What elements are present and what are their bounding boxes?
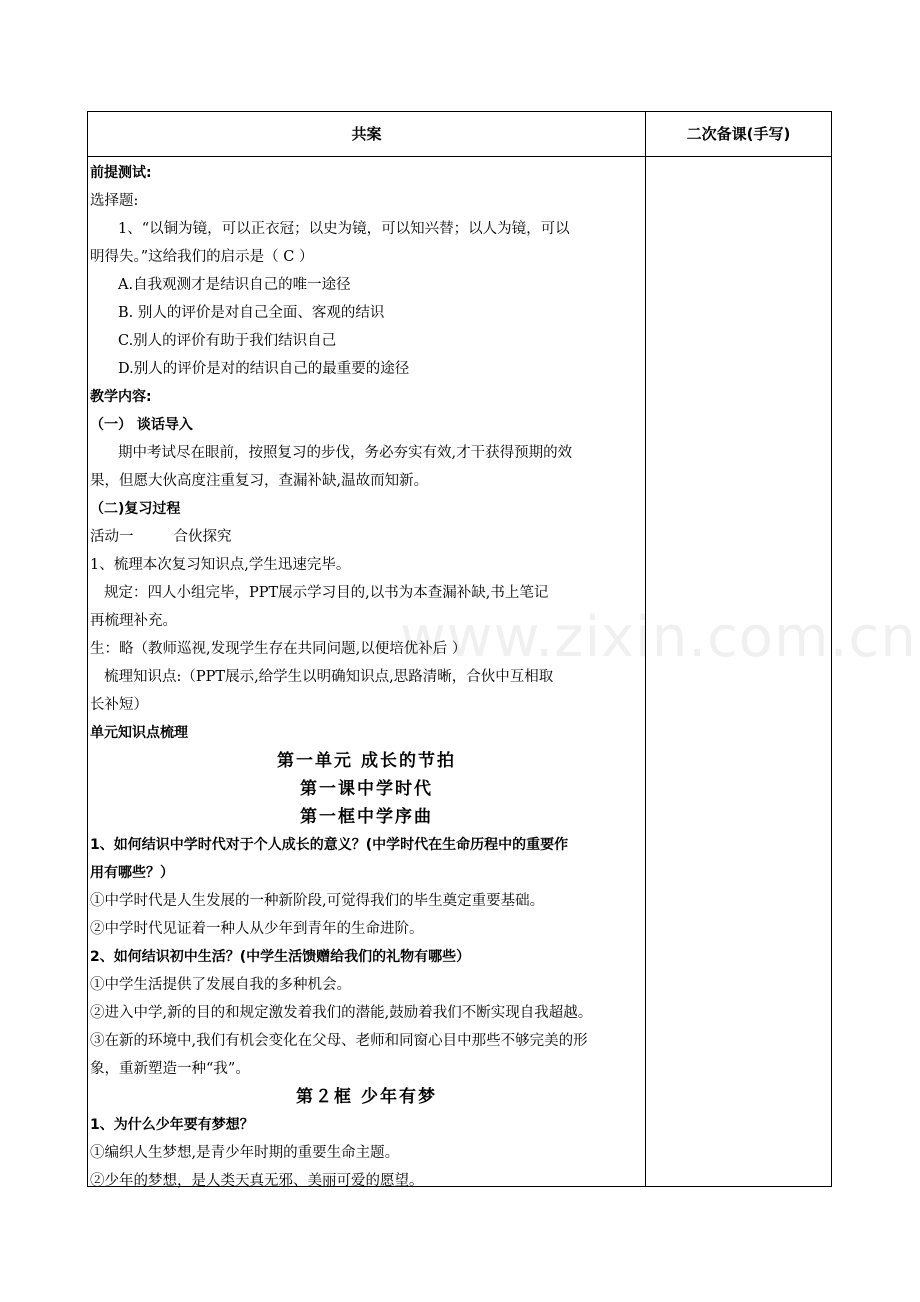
frame-2-answer-1: ①编织人生梦想,是青少年时期的重要生命主题。 — [90, 1145, 400, 1161]
option-b: B. 别人的评价是对自己全面、客观的结识 — [118, 305, 385, 321]
frame-2-question: 1、为什么少年要有梦想？ — [90, 1117, 254, 1133]
section-teaching-content: 教学内容: — [90, 389, 152, 405]
point-1-question-line-2: 用有哪些？） — [90, 865, 174, 881]
activity-label: 活动一 — [90, 529, 134, 545]
unit-1-title: 第一单元 成长的节拍 — [277, 751, 456, 771]
activity-name: 合伙探究 — [173, 529, 232, 545]
point-2-answer-3-line-2: 象，重新塑造一种“我”。 — [90, 1061, 250, 1077]
frame-2-title: 第２框 少年有梦 — [296, 1087, 437, 1107]
step-1: 1、梳理本次复习知识点,学生迅速完毕。 — [90, 557, 351, 573]
sort-points-line-1: 梳理知识点:（PPT展示,给学生以明确知识点,思路清晰，合伙中互相取 — [104, 669, 554, 685]
header-shared-plan: 共案 — [351, 125, 382, 143]
point-1-answer-1: ①中学时代是人生发展的一种新阶段,可觉得我们的毕生奠定重要基础。 — [90, 893, 545, 909]
point-2-question: 2、如何结识初中生活？(中学生活馈赠给我们的礼物有哪些） — [90, 949, 471, 965]
subsection-review-process: （二)复习过程 — [90, 501, 181, 517]
header-second-prep: 二次备课(手写) — [686, 125, 791, 143]
sort-points-line-2: 长补短） — [90, 697, 148, 713]
intro-paragraph-line-1: 期中考试尽在眼前，按照复习的步伐，务必夯实有效,才干获得预期的效 — [118, 445, 573, 461]
rule-line-2: 再梳理补充。 — [90, 613, 177, 629]
rule-line-1: 规定：四人小组完毕，PPT展示学习目的,以书为本查漏补缺,书上笔记 — [104, 585, 549, 601]
shared-plan-content — [90, 159, 643, 1195]
choice-heading: 选择题: — [90, 193, 139, 209]
lesson-1-title: 第一课中学时代 — [300, 779, 433, 799]
unit-review-title: 单元知识点梳理 — [90, 725, 188, 741]
point-2-answer-1: ①中学生活提供了发展自我的多种机会。 — [90, 977, 351, 993]
option-c: C.别人的评价有助于我们结识自己 — [118, 333, 337, 349]
subsection-intro: （一） 谈话导入 — [90, 417, 193, 433]
student-note: 生：略（教师巡视,发现学生存在共同问题,以便培优补后 ） — [90, 641, 467, 657]
frame-2-answer-2: ②少年的梦想，是人类天真无邪、美丽可爱的愿望。 — [90, 1173, 424, 1189]
point-2-answer-2: ②进入中学,新的目的和规定激发着我们的潜能,鼓励着我们不断实现自我超越。 — [90, 1005, 593, 1021]
intro-paragraph-line-2: 果，但愿大伙高度注重复习，查漏补缺,温故而知新。 — [90, 473, 429, 489]
activity-one — [90, 523, 643, 551]
question-1-line-1: 1、“以铜为镜，可以正衣冠；以史为镜，可以知兴替；以人为镜，可以 — [118, 221, 570, 237]
option-d: D.别人的评价是对的结识自己的最重要的途径 — [118, 361, 410, 377]
point-1-question-line-1: 1、如何结识中学时代对于个人成长的意义？(中学时代在生命历程中的重要作 — [90, 837, 569, 853]
option-a: A.自我观测才是结识自己的唯一途径 — [118, 277, 351, 293]
frame-1-title: 第一框中学序曲 — [300, 807, 433, 827]
point-2-answer-3-line-1: ③在新的环境中,我们有机会变化在父母、老师和同窗心目中那些不够完美的形 — [90, 1033, 588, 1049]
point-1-answer-2: ②中学时代见证着一种人从少年到青年的生命进阶。 — [90, 921, 424, 937]
site-watermark: www.zixin.com.cn — [400, 605, 917, 670]
section-pretest-title: 前提测试: — [90, 165, 152, 181]
table-header-row — [88, 112, 831, 157]
question-1-line-2: 明得失。”这给我们的启示是（ C ） — [90, 249, 314, 265]
